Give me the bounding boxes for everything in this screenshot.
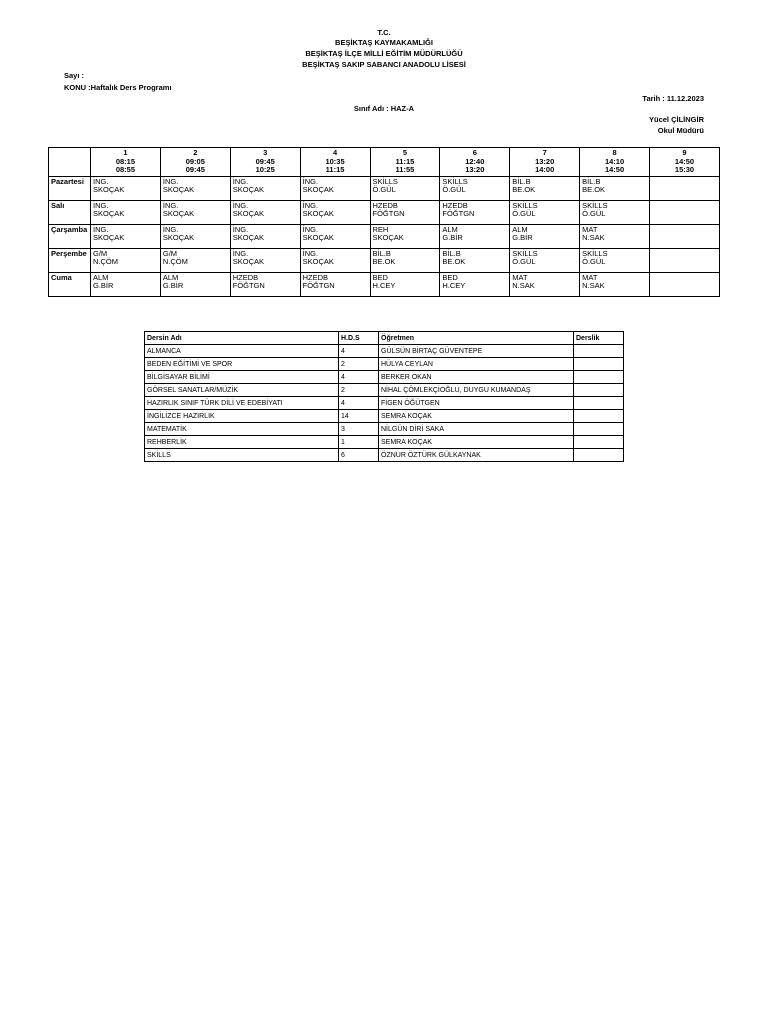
schedule-cell: HZEDB FÖĞTGN	[370, 200, 440, 224]
schedule-cell: BİL.B BE.OK	[580, 176, 650, 200]
weekly-schedule-table	[48, 147, 720, 297]
period-header: 5 11:15 11:55	[370, 148, 440, 177]
courses-table	[144, 331, 624, 462]
konu-label: KONU :Haftalık Ders Programı	[64, 83, 172, 92]
schedule-cell: SKİLLS Ö.GÜL	[580, 200, 650, 224]
schedule-cell: REH SKOÇAK	[370, 224, 440, 248]
schedule-cell	[650, 200, 720, 224]
course-name: GÖRSEL SANATLAR/MÜZİK	[145, 384, 339, 397]
period-header: 6 12:40 13:20	[440, 148, 510, 177]
schedule-cell: İNG. SKOÇAK	[91, 200, 161, 224]
schedule-cell	[650, 224, 720, 248]
schedule-cell: İNG. SKOÇAK	[300, 176, 370, 200]
day-label: Pazartesi	[49, 176, 91, 200]
col-header-room: Derslik	[574, 332, 624, 345]
schedule-row-pazartesi	[49, 176, 720, 200]
schedule-cell: HZEDB FÖĞTGN	[440, 200, 510, 224]
header-kaymakamlik: BEŞİKTAŞ KAYMAKAMLIĞI	[335, 38, 433, 47]
schedule-cell	[650, 248, 720, 272]
course-name: BİLGİSAYAR BİLİMİ	[145, 371, 339, 384]
table-row	[145, 423, 624, 436]
period-header: 1 08:15 08:55	[91, 148, 161, 177]
schedule-cell	[650, 176, 720, 200]
table-row	[145, 345, 624, 358]
course-hours: 3	[339, 423, 379, 436]
course-room	[574, 436, 624, 449]
day-label: Perşembe	[49, 248, 91, 272]
schedule-cell: İNG. SKOÇAK	[300, 200, 370, 224]
course-name: SKİLLS	[145, 449, 339, 462]
schedule-cell: ALM G.BİR	[160, 272, 230, 296]
schedule-cell: ALM G.BİR	[91, 272, 161, 296]
table-row	[145, 449, 624, 462]
schedule-row-sali	[49, 200, 720, 224]
schedule-cell: BİL.B BE.OK	[440, 248, 510, 272]
schedule-cell: SKİLLS Ö.GÜL	[440, 176, 510, 200]
period-header: 2 09:05 09:45	[160, 148, 230, 177]
schedule-cell: HZEDB FÖĞTGN	[230, 272, 300, 296]
col-header-teacher: Öğretmen	[379, 332, 574, 345]
course-room	[574, 384, 624, 397]
schedule-cell: BİL.B BE.OK	[510, 176, 580, 200]
schedule-cell: İNG. SKOÇAK	[160, 200, 230, 224]
schedule-cell: SKİLLS Ö.GÜL	[580, 248, 650, 272]
courses-header-row	[145, 332, 624, 345]
schedule-row-persembe	[49, 248, 720, 272]
table-row	[145, 384, 624, 397]
course-hours: 1	[339, 436, 379, 449]
col-header-hours: H.D.S	[339, 332, 379, 345]
table-row	[145, 358, 624, 371]
course-room	[574, 397, 624, 410]
course-hours: 2	[339, 358, 379, 371]
schedule-cell: SKİLLS Ö.GÜL	[510, 200, 580, 224]
schedule-cell: ALM G.BİR	[440, 224, 510, 248]
schedule-corner-cell	[49, 148, 91, 177]
schedule-cell: SKİLLS Ö.GÜL	[370, 176, 440, 200]
course-teacher: NİHAL ÇÖMLEKÇİOĞLU, DUYGU KUMANDAŞ	[379, 384, 574, 397]
course-hours: 2	[339, 384, 379, 397]
course-hours: 14	[339, 410, 379, 423]
course-teacher: NİLGÜN DİRİ SAKA	[379, 423, 574, 436]
schedule-cell: G/M N.ÇÖM	[160, 248, 230, 272]
course-teacher: SEMRA KOÇAK	[379, 410, 574, 423]
course-teacher: BERKER OKAN	[379, 371, 574, 384]
course-name: REHBERLİK	[145, 436, 339, 449]
course-room	[574, 358, 624, 371]
schedule-cell: ALM G.BİR	[510, 224, 580, 248]
period-header: 7 13:20 14:00	[510, 148, 580, 177]
course-hours: 4	[339, 397, 379, 410]
course-hours: 4	[339, 371, 379, 384]
sayi-label: Sayı :	[64, 71, 85, 80]
day-label: Salı	[49, 200, 91, 224]
schedule-cell: HZEDB FÖĞTGN	[300, 272, 370, 296]
principal-title: Okul Müdürü	[657, 126, 704, 135]
day-label: Çarşamba	[49, 224, 91, 248]
course-room	[574, 449, 624, 462]
schedule-row-carsamba	[49, 224, 720, 248]
schedule-cell: BED H.CEY	[370, 272, 440, 296]
course-name: MATEMATİK	[145, 423, 339, 436]
table-row	[145, 397, 624, 410]
schedule-cell: G/M N.ÇÖM	[91, 248, 161, 272]
course-teacher: SEMRA KOÇAK	[379, 436, 574, 449]
course-teacher: GÜLSÜN BİRTAÇ GÜVENTEPE	[379, 345, 574, 358]
schedule-cell: İNG. SKOÇAK	[300, 224, 370, 248]
schedule-row-cuma	[49, 272, 720, 296]
course-teacher: HÜLYA CEYLAN	[379, 358, 574, 371]
course-name: BEDEN EĞİTİMİ VE SPOR	[145, 358, 339, 371]
course-room	[574, 345, 624, 358]
principal-name: Yücel ÇİLİNGİR	[648, 115, 704, 124]
course-name: İNGİLİZCE HAZIRLIK	[145, 410, 339, 423]
header-mudurluk: BEŞİKTAŞ İLÇE MİLLİ EĞİTİM MÜDÜRLÜĞÜ	[305, 49, 463, 58]
schedule-cell: MAT N.SAK	[510, 272, 580, 296]
course-hours: 4	[339, 345, 379, 358]
course-name: ALMANCA	[145, 345, 339, 358]
period-header: 9 14:50 15:30	[650, 148, 720, 177]
header-tc: T.C.	[377, 28, 391, 37]
schedule-cell: MAT N.SAK	[580, 272, 650, 296]
period-header: 8 14:10 14:50	[580, 148, 650, 177]
course-room	[574, 371, 624, 384]
schedule-cell: İNG. SKOÇAK	[300, 248, 370, 272]
period-header: 3 09:45 10:25	[230, 148, 300, 177]
course-teacher: FİGEN ÖĞÜTGEN	[379, 397, 574, 410]
col-header-course: Dersin Adı	[145, 332, 339, 345]
date-label: Tarih : 11.12.2023	[642, 94, 704, 103]
header-school-name: BEŞİKTAŞ SAKIP SABANCI ANADOLU LİSESİ	[302, 60, 466, 69]
period-header: 4 10:35 11:15	[300, 148, 370, 177]
schedule-cell: İNG. SKOÇAK	[230, 200, 300, 224]
course-teacher: ÖZNUR ÖZTÜRK GÜLKAYNAK	[379, 449, 574, 462]
schedule-cell: İNG. SKOÇAK	[230, 224, 300, 248]
schedule-cell: MAT N.SAK	[580, 224, 650, 248]
schedule-cell: SKİLLS Ö.GÜL	[510, 248, 580, 272]
schedule-cell: İNG. SKOÇAK	[91, 176, 161, 200]
course-name: HAZIRLIK SINIF TÜRK DİLİ VE EDEBİYATI	[145, 397, 339, 410]
schedule-cell: İNG. SKOÇAK	[160, 176, 230, 200]
course-hours: 6	[339, 449, 379, 462]
schedule-cell: İNG. SKOÇAK	[230, 248, 300, 272]
class-name: Sınıf Adı : HAZ-A	[353, 104, 415, 113]
schedule-cell	[650, 272, 720, 296]
table-row	[145, 436, 624, 449]
course-room	[574, 423, 624, 436]
schedule-cell: BED H.CEY	[440, 272, 510, 296]
table-row	[145, 410, 624, 423]
course-room	[574, 410, 624, 423]
schedule-cell: BİL.B BE.OK	[370, 248, 440, 272]
schedule-cell: İNG. SKOÇAK	[230, 176, 300, 200]
schedule-cell: İNG. SKOÇAK	[91, 224, 161, 248]
day-label: Cuma	[49, 272, 91, 296]
schedule-header-row	[49, 148, 720, 177]
schedule-cell: İNG. SKOÇAK	[160, 224, 230, 248]
table-row	[145, 371, 624, 384]
